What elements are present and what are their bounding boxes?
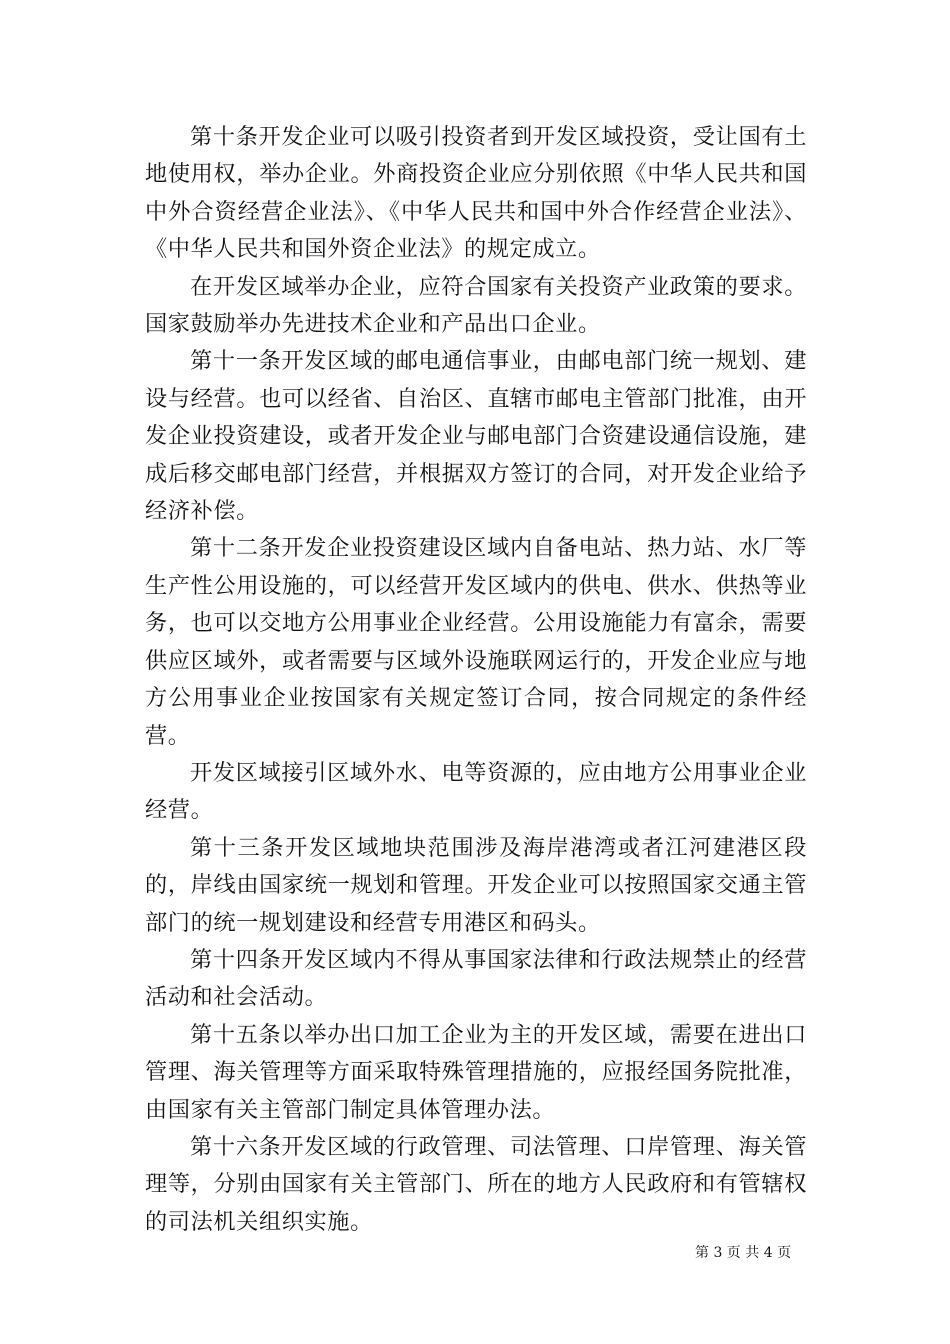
paragraph-article-12: 第十二条开发企业投资建设区域内自备电站、热力站、水厂等生产性公用设施的，可以经营开发区域内的供电、供水、供热等业务，也可以交地方公用事业企业经营。公用设施能力有富余，需要供应区域外，或者需要与区域外设施联网运行的，开发企业应与地方公用事业企业按国家有关规定签订合同，按合同规定的条件经营。 [145, 535, 807, 749]
paragraph-article-11: 第十一条开发区域的邮电通信事业，由邮电部门统一规划、建设与经营。也可以经省、自治区、直辖市邮电主管部门批准，由开发企业投资建设，或者开发企业与邮电部门合资建设通信设施，建成后移交邮电部门经营，并根据双方签订的合同，对开发企业给予经济补偿。 [145, 348, 807, 525]
page-number-label: 第 3 页 共 4 页 [695, 1245, 792, 1261]
document-body [145, 119, 807, 1241]
page-footer [695, 1244, 815, 1262]
paragraph-article-10-supplement: 在开发区域举办企业，应符合国家有关投资产业政策的要求。国家鼓励举办先进技术企业和产品出口企业。 [145, 273, 807, 338]
paragraph-article-10: 第十条开发企业可以吸引投资者到开发区域投资，受让国有土地使用权，举办企业。外商投资企业应分别依照《中华人民共和国中外合资经营企业法》、《中华人民共和国中外合作经营企业法》、《中华人民共和国外资企业法》的规定成立。 [145, 124, 807, 263]
paragraph-article-16: 第十六条开发区域的行政管理、司法管理、口岸管理、海关管理等，分别由国家有关主管部门、所在的地方人民政府和有管辖权的司法机关组织实施。 [145, 1133, 807, 1235]
paragraph-article-12-supplement: 开发区域接引区域外水、电等资源的，应由地方公用事业企业经营。 [145, 759, 807, 824]
paragraph-article-14: 第十四条开发区域内不得从事国家法律和行政法规禁止的经营活动和社会活动。 [145, 946, 807, 1011]
paragraph-article-15: 第十五条以举办出口加工企业为主的开发区域，需要在进出口管理、海关管理等方面采取特殊管理措施的，应报经国务院批准，由国家有关主管部门制定具体管理办法。 [145, 1021, 807, 1123]
paragraph-article-13: 第十三条开发区域地块范围涉及海岸港湾或者江河建港区段的，岸线由国家统一规划和管理。开发企业可以按照国家交通主管部门的统一规划建设和经营专用港区和码头。 [145, 834, 807, 936]
